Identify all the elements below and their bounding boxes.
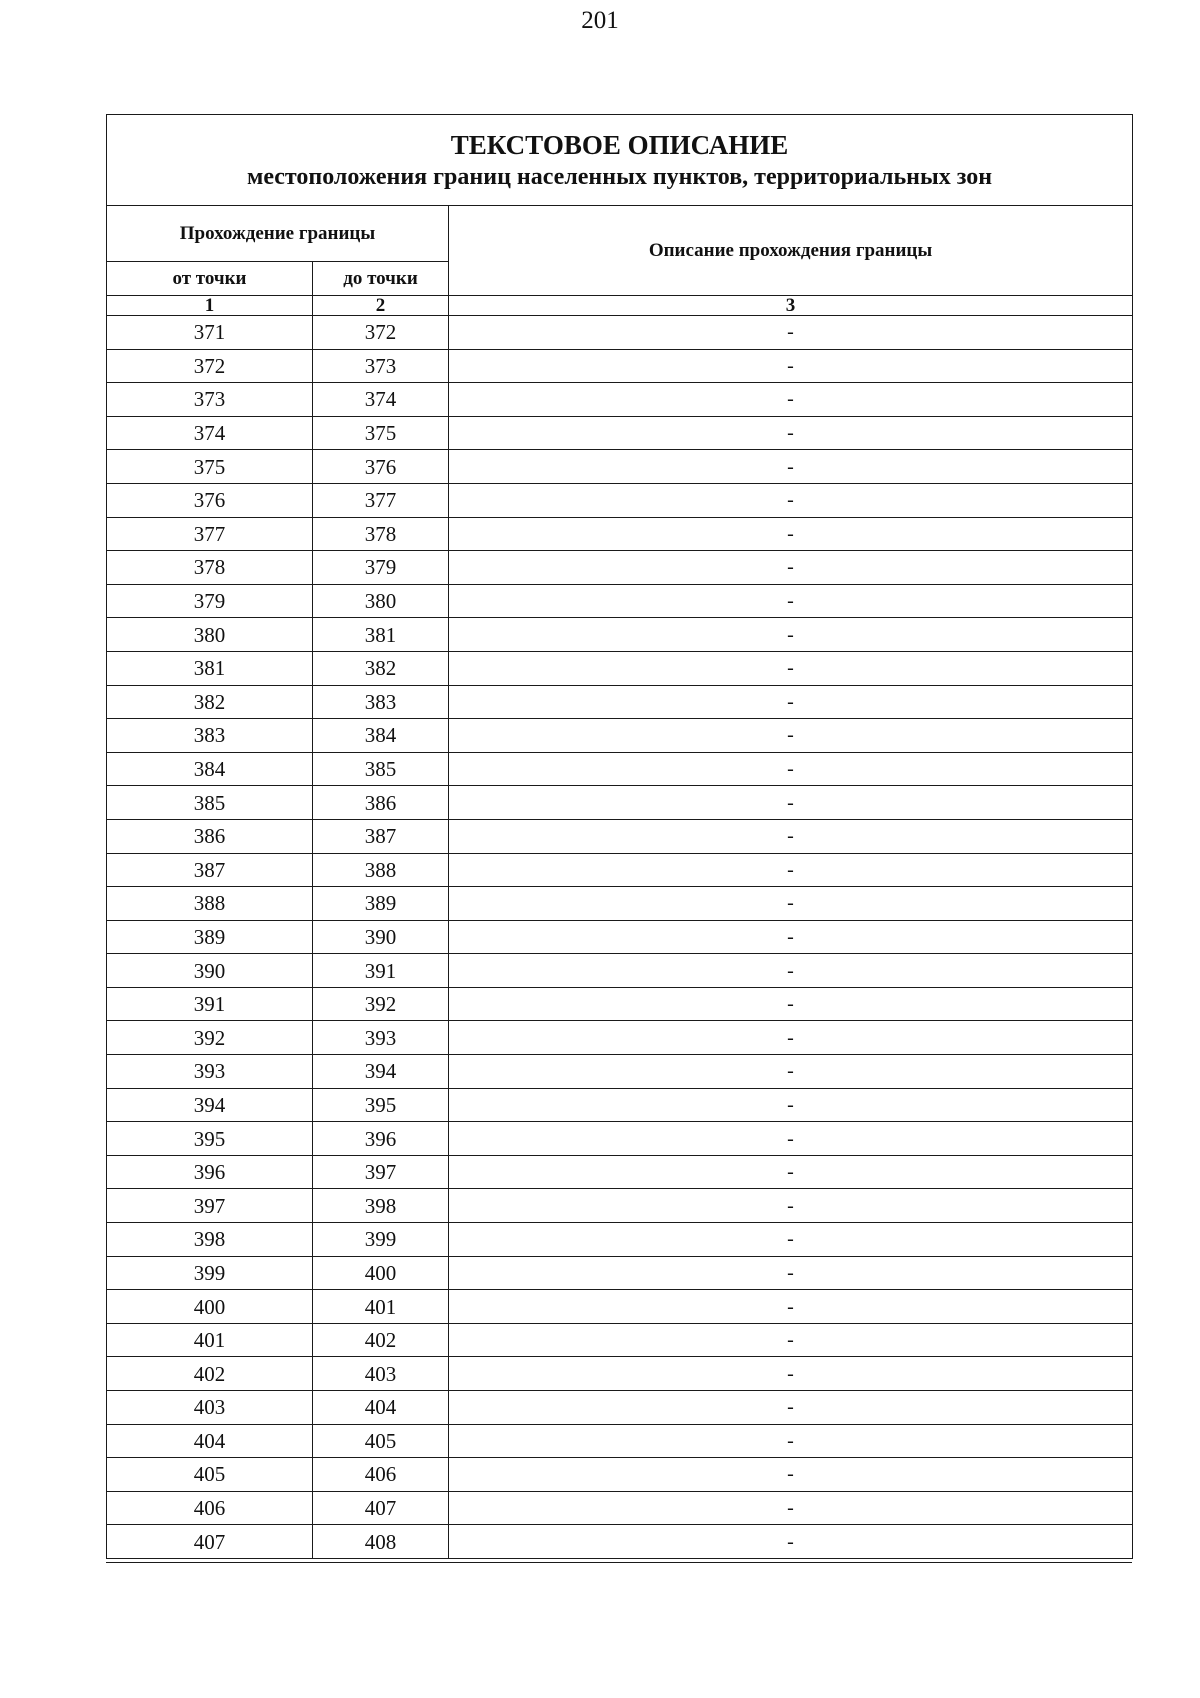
to-point-cell: 388 [313, 853, 449, 887]
table-body [107, 316, 1133, 1559]
from-point-cell: 381 [107, 651, 313, 685]
table-row [107, 651, 1133, 685]
from-point-cell: 394 [107, 1088, 313, 1122]
to-point-cell: 378 [313, 517, 449, 551]
description-cell: - [449, 887, 1133, 921]
from-point-cell: 379 [107, 584, 313, 618]
table-row [107, 887, 1133, 921]
table-bottom-rule [106, 1562, 1132, 1563]
table-row [107, 1323, 1133, 1357]
description-cell: - [449, 1021, 1133, 1055]
description-cell: - [449, 416, 1133, 450]
description-cell: - [449, 1122, 1133, 1156]
column-number-2: 2 [313, 296, 449, 316]
description-cell: - [449, 618, 1133, 652]
to-point-cell: 405 [313, 1424, 449, 1458]
from-point-cell: 391 [107, 987, 313, 1021]
to-point-cell: 380 [313, 584, 449, 618]
title-main: ТЕКСТОВОЕ ОПИСАНИЕ [450, 130, 789, 160]
to-point-cell: 395 [313, 1088, 449, 1122]
from-point-cell: 401 [107, 1323, 313, 1357]
header-to-point: до точки [313, 262, 449, 296]
to-point-cell: 391 [313, 954, 449, 988]
description-cell: - [449, 1323, 1133, 1357]
page-number: 201 [581, 7, 619, 34]
from-point-cell: 382 [107, 685, 313, 719]
description-cell: - [449, 517, 1133, 551]
title-subtitle: местоположения границ населенных пунктов, территориальных зон [246, 164, 993, 190]
table-row [107, 1290, 1133, 1324]
to-point-cell: 392 [313, 987, 449, 1021]
from-point-cell: 395 [107, 1122, 313, 1156]
header-passage: Прохождение границы [107, 206, 449, 262]
from-point-cell: 402 [107, 1357, 313, 1391]
to-point-cell: 375 [313, 416, 449, 450]
description-cell: - [449, 819, 1133, 853]
description-cell: - [449, 1458, 1133, 1492]
table-row [107, 349, 1133, 383]
to-point-cell: 384 [313, 719, 449, 753]
description-cell: - [449, 685, 1133, 719]
to-point-cell: 394 [313, 1055, 449, 1089]
from-point-cell: 406 [107, 1491, 313, 1525]
to-point-cell: 383 [313, 685, 449, 719]
header-description: Описание прохождения границы [449, 206, 1133, 296]
to-point-cell: 379 [313, 551, 449, 585]
table-row [107, 551, 1133, 585]
table-row [107, 1525, 1133, 1559]
table-row [107, 1491, 1133, 1525]
to-point-cell: 398 [313, 1189, 449, 1223]
description-cell: - [449, 450, 1133, 484]
from-point-cell: 405 [107, 1458, 313, 1492]
from-point-cell: 397 [107, 1189, 313, 1223]
to-point-cell: 381 [313, 618, 449, 652]
description-cell: - [449, 1290, 1133, 1324]
table-row [107, 719, 1133, 753]
to-point-cell: 400 [313, 1256, 449, 1290]
description-cell: - [449, 1391, 1133, 1425]
table-row [107, 1357, 1133, 1391]
description-cell: - [449, 1189, 1133, 1223]
from-point-cell: 387 [107, 853, 313, 887]
from-point-cell: 376 [107, 483, 313, 517]
description-cell: - [449, 920, 1133, 954]
from-point-cell: 388 [107, 887, 313, 921]
from-point-cell: 392 [107, 1021, 313, 1055]
from-point-cell: 380 [107, 618, 313, 652]
from-point-cell: 399 [107, 1256, 313, 1290]
to-point-cell: 382 [313, 651, 449, 685]
to-point-cell: 404 [313, 1391, 449, 1425]
table-row [107, 1189, 1133, 1223]
to-point-cell: 406 [313, 1458, 449, 1492]
to-point-cell: 397 [313, 1155, 449, 1189]
description-cell: - [449, 954, 1133, 988]
from-point-cell: 396 [107, 1155, 313, 1189]
table-row [107, 1458, 1133, 1492]
description-cell: - [449, 853, 1133, 887]
to-point-cell: 387 [313, 819, 449, 853]
description-cell: - [449, 1155, 1133, 1189]
table-row [107, 1256, 1133, 1290]
table-row [107, 517, 1133, 551]
to-point-cell: 386 [313, 786, 449, 820]
column-number-3: 3 [449, 296, 1133, 316]
to-point-cell: 385 [313, 752, 449, 786]
from-point-cell: 373 [107, 383, 313, 417]
table-row [107, 383, 1133, 417]
table-row [107, 1391, 1133, 1425]
to-point-cell: 373 [313, 349, 449, 383]
table-header [107, 115, 1133, 316]
table-row [107, 954, 1133, 988]
table-row [107, 752, 1133, 786]
from-point-cell: 377 [107, 517, 313, 551]
description-cell: - [449, 349, 1133, 383]
table-row [107, 1088, 1133, 1122]
title-row [107, 115, 1133, 206]
description-cell: - [449, 483, 1133, 517]
from-point-cell: 393 [107, 1055, 313, 1089]
description-cell: - [449, 719, 1133, 753]
from-point-cell: 371 [107, 316, 313, 350]
table-row [107, 987, 1133, 1021]
from-point-cell: 403 [107, 1391, 313, 1425]
table-row [107, 1122, 1133, 1156]
table-row [107, 1021, 1133, 1055]
description-cell: - [449, 1055, 1133, 1089]
from-point-cell: 385 [107, 786, 313, 820]
from-point-cell: 404 [107, 1424, 313, 1458]
table-row [107, 685, 1133, 719]
from-point-cell: 386 [107, 819, 313, 853]
description-cell: - [449, 551, 1133, 585]
to-point-cell: 407 [313, 1491, 449, 1525]
description-cell: - [449, 383, 1133, 417]
table-row [107, 1155, 1133, 1189]
table-row [107, 853, 1133, 887]
description-cell: - [449, 987, 1133, 1021]
table-row [107, 1055, 1133, 1089]
description-cell: - [449, 584, 1133, 618]
column-number-row [107, 296, 1133, 316]
from-point-cell: 374 [107, 416, 313, 450]
description-cell: - [449, 1223, 1133, 1257]
from-point-cell: 389 [107, 920, 313, 954]
from-point-cell: 375 [107, 450, 313, 484]
description-cell: - [449, 1357, 1133, 1391]
from-point-cell: 398 [107, 1223, 313, 1257]
description-cell: - [449, 1424, 1133, 1458]
column-number-1: 1 [107, 296, 313, 316]
to-point-cell: 390 [313, 920, 449, 954]
to-point-cell: 376 [313, 450, 449, 484]
from-point-cell: 378 [107, 551, 313, 585]
description-cell: - [449, 752, 1133, 786]
from-point-cell: 383 [107, 719, 313, 753]
table-row [107, 1223, 1133, 1257]
to-point-cell: 402 [313, 1323, 449, 1357]
description-cell: - [449, 651, 1133, 685]
to-point-cell: 389 [313, 887, 449, 921]
table-row [107, 1424, 1133, 1458]
description-cell: - [449, 786, 1133, 820]
description-cell: - [449, 316, 1133, 350]
from-point-cell: 400 [107, 1290, 313, 1324]
to-point-cell: 393 [313, 1021, 449, 1055]
description-cell: - [449, 1525, 1133, 1559]
table-row [107, 618, 1133, 652]
from-point-cell: 372 [107, 349, 313, 383]
table-row [107, 483, 1133, 517]
to-point-cell: 403 [313, 1357, 449, 1391]
table-row [107, 920, 1133, 954]
header-from-point: от точки [107, 262, 313, 296]
to-point-cell: 399 [313, 1223, 449, 1257]
table-row [107, 450, 1133, 484]
from-point-cell: 384 [107, 752, 313, 786]
description-cell: - [449, 1088, 1133, 1122]
to-point-cell: 374 [313, 383, 449, 417]
header-row-top [107, 206, 1133, 262]
to-point-cell: 396 [313, 1122, 449, 1156]
table-row [107, 316, 1133, 350]
table-row [107, 819, 1133, 853]
table-row [107, 584, 1133, 618]
to-point-cell: 401 [313, 1290, 449, 1324]
document-title [107, 115, 1133, 206]
to-point-cell: 372 [313, 316, 449, 350]
boundary-description-table [106, 114, 1133, 1559]
table-row [107, 786, 1133, 820]
from-point-cell: 407 [107, 1525, 313, 1559]
from-point-cell: 390 [107, 954, 313, 988]
table-row [107, 416, 1133, 450]
to-point-cell: 408 [313, 1525, 449, 1559]
to-point-cell: 377 [313, 483, 449, 517]
description-cell: - [449, 1491, 1133, 1525]
description-cell: - [449, 1256, 1133, 1290]
